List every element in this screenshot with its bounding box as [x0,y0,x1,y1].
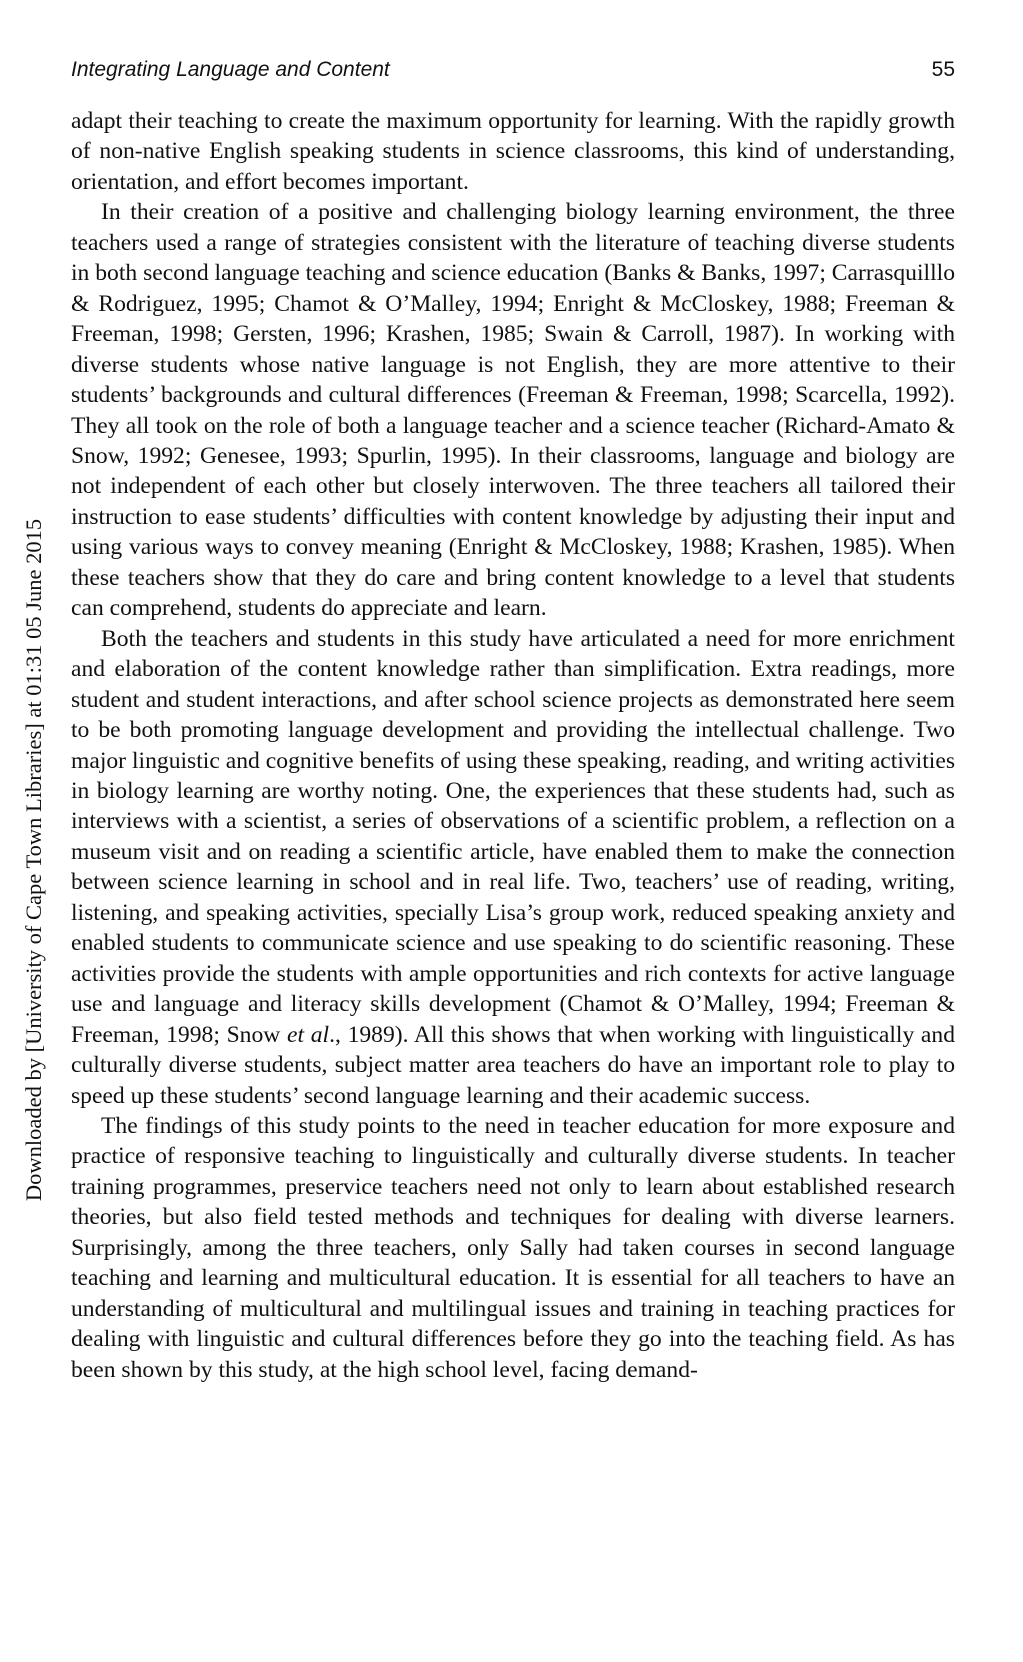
running-title: Integrating Language and Content [71,58,390,81]
paragraph-enrichment [71,624,955,1111]
paragraph-enrichment-text: Both the teachers and students in this study have articulated a need for more enrichment and elaboration of the content knowledge rather than simplification. Extra readings, more student and student interactions, and after school science projects as demonstrated here seem to be both promoting language development and providing the intellectual challenge. Two major linguistic and cognitive benefits of using these speaking, reading, and writing activities in biology learning are worthy noting. One, the experiences that these students had, such as interviews with a scientist, a series of observations of a scientific problem, a reflection on a museum visit and on reading a scientific article, have enabled them to make the connection between science learning in school and in real life. Two, teachers’ use of reading, writing, listening, and speaking activities, specially Lisa’s group work, reduced speaking anxiety and enabled students to communicate science and use speaking to do scientific reasoning. These activities provide the students with ample opportunities and rich contexts for active language use and language and literacy skills development (Chamot & O’Malley, 1994; Freeman & Freeman, 1998; Snow [71,625,955,1048]
paragraph-enrichment-ending: ., 1989). All this shows that when working with linguistically and culturally diverse students, subject matter area teachers do have an important role to play to speed up these students’ second language learning and their academic success. [71,1021,955,1109]
italic-et-al: et al [287,1021,330,1048]
running-header [71,56,955,84]
paragraph-teaching-strategies: In their creation of a positive and challenging biology learning environment, the three teachers used a range of strategies consistent with the literature of teaching diverse students in both second language teaching and science education (Banks & Banks, 1997; Carrasquilllo & Rodriguez, 1995; Chamot & O’Malley, 1994; Enright & McCloskey, 1988; Freeman & Freeman, 1998; Gersten, 1996; Krashen, 1985; Swain & Carroll, 1987). In working with diverse students whose native language is not English, they are more attentive to their students’ backgrounds and cultural differences (Freeman & Freeman, 1998; Scarcella, 1992). They all took on the role of both a language teacher and a science teacher (Richard-Amato & Snow, 1992; Genesee, 1993; Spurlin, 1995). In their classrooms, language and biology are not independent of each other but closely interwoven. The three teachers all tailored their instruction to ease students’ difficulties with content knowledge by adjusting their input and using various ways to convey meaning (Enright & McCloskey, 1988; Krashen, 1985). When these teachers show that they do care and bring content knowledge to a level that students can comprehend, students do appreciate and learn. [71,199,955,622]
article-body [71,106,955,1385]
page-number: 55 [931,58,955,81]
paragraph-continuation: adapt their teaching to create the maximum opportunity for learning. With the rapidly growth of non-native English speaking students in science classrooms, this kind of understanding, orientation, and effort becomes important. [71,108,955,195]
paragraph-teacher-education: The findings of this study points to the need in teacher education for more exposure and practice of responsive teaching to linguistically and culturally diverse students. In teacher training programmes, preservice teachers need not only to learn about established research theories, but also field tested methods and techniques for dealing with diverse learners. Surprisingly, among the three teachers, only Sally had taken courses in second language teaching and learning and multicultural education. It is essential for all teachers to have an understanding of multicultural and multilingual issues and training in teaching practices for dealing with linguistic and cultural differences before they go into the teaching field. As has been shown by this study, at the high school level, facing demand- [71,1112,955,1383]
download-watermark: Downloaded by [University of Cape Town Libraries] at 01:31 05 June 2015 [21,518,46,1202]
